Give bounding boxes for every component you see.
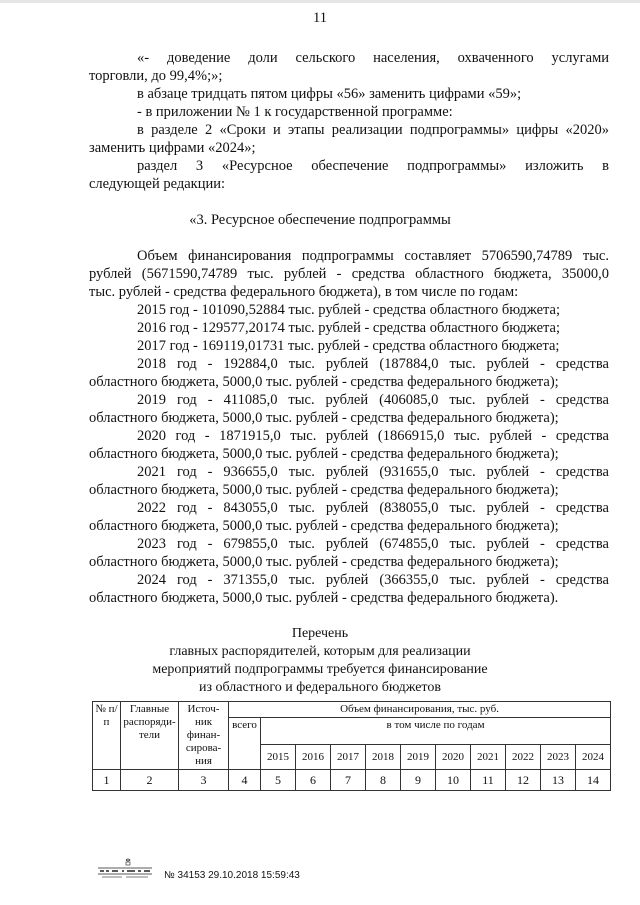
column-number: 6 (296, 770, 331, 791)
header-total: всего (229, 718, 261, 770)
header-year: 2024 (576, 745, 611, 770)
header-year: 2019 (401, 745, 436, 770)
header-by-years: в том числе по годам (261, 718, 611, 745)
funding-line-2021-detail: областного бюджета, 5000,0 тыс. рублей - средства федерального бюджета); (89, 482, 559, 498)
column-number: 11 (471, 770, 506, 791)
body-line-5: в разделе 2 «Сроки и этапы реализации подпрограммы» цифры «2020» (137, 122, 609, 138)
column-number: 8 (366, 770, 401, 791)
list-title-2: главных распорядителей, которым для реализации (169, 644, 471, 659)
funding-line-3: тыс. рублей - средства федерального бюджета), в том числе по годам: (89, 284, 519, 300)
section-title: «3. Ресурсное обеспечение подпрограммы (189, 212, 451, 228)
body-line-3: в абзаце тридцать пятом цифры «56» заменить цифрами «59»; (137, 86, 522, 102)
funding-line-2016: 2016 год - 129577,20174 тыс. рублей - средства областного бюджета; (137, 320, 560, 336)
column-number: 14 (576, 770, 611, 791)
body-line-6: заменить цифрами «2024»; (89, 140, 256, 156)
list-title-1: Перечень (291, 626, 349, 641)
column-number: 2 (121, 770, 179, 791)
funding-line-2024: 2024 год - 371355,0 тыс. рублей (366355,0 тыс. рублей - средства (137, 572, 609, 588)
header-year: 2023 (541, 745, 576, 770)
header-year: 2017 (331, 745, 366, 770)
column-number: 9 (401, 770, 436, 791)
body-line-8: следующей редакции: (89, 176, 226, 192)
column-number: 4 (229, 770, 261, 791)
funding-line-2022-detail: областного бюджета, 5000,0 тыс. рублей - средства федерального бюджета); (89, 518, 559, 534)
funding-line-2021: 2021 год - 936655,0 тыс. рублей (931655,0 тыс. рублей - средства (137, 464, 609, 480)
column-number: 1 (93, 770, 121, 791)
header-num: № п/п (93, 702, 121, 770)
header-managers: Главные распоряди-тели (121, 702, 179, 770)
header-funding: Объем финансирования, тыс. руб. (229, 702, 611, 718)
funding-line-2015: 2015 год - 101090,52884 тыс. рублей - средства областного бюджета; (137, 302, 560, 318)
funding-line-2022: 2022 год - 843055,0 тыс. рублей (838055,0 тыс. рублей - средства (137, 500, 609, 516)
page-number: 11 (313, 10, 327, 26)
funding-line-2: рублей (5671590,74789 тыс. рублей - средства областного бюджета, 35000,0 (89, 266, 609, 282)
header-year: 2015 (261, 745, 296, 770)
page-edge (0, 0, 640, 3)
header-source: Источ-ник финан-сирова-ния (179, 702, 229, 770)
list-title-3: мероприятий подпрограммы требуется финансирование (152, 662, 488, 677)
funding-line-2019: 2019 год - 411085,0 тыс. рублей (406085,0 тыс. рублей - средства (137, 392, 609, 408)
column-number: 12 (506, 770, 541, 791)
column-number: 5 (261, 770, 296, 791)
funding-line-2018: 2018 год - 192884,0 тыс. рублей (187884,0 тыс. рублей - средства (137, 356, 609, 372)
funding-line-2023: 2023 год - 679855,0 тыс. рублей (674855,0 тыс. рублей - средства (137, 536, 609, 552)
funding-line-1: Объем финансирования подпрограммы составляет 5706590,74789 тыс. (137, 248, 609, 264)
footer-doc-mark: № 34153 29.10.2018 15:59:43 (164, 870, 300, 881)
funding-line-2017: 2017 год - 169119,01731 тыс. рублей - средства областного бюджета; (137, 338, 560, 354)
funding-line-2024-detail: областного бюджета, 5000,0 тыс. рублей - средства федерального бюджета). (89, 590, 559, 606)
list-title-4: из областного и федерального бюджетов (199, 680, 441, 695)
funding-line-2023-detail: областного бюджета, 5000,0 тыс. рублей - средства федерального бюджета); (89, 554, 559, 570)
financing-table (92, 701, 611, 791)
column-number: 13 (541, 770, 576, 791)
header-year: 2020 (436, 745, 471, 770)
funding-line-2020: 2020 год - 1871915,0 тыс. рублей (1866915,0 тыс. рублей - средства (137, 428, 609, 444)
column-number: 10 (436, 770, 471, 791)
funding-line-2019-detail: областного бюджета, 5000,0 тыс. рублей - средства федерального бюджета); (89, 410, 559, 426)
body-line-7: раздел 3 «Ресурсное обеспечение подпрограммы» изложить в (137, 158, 609, 174)
registration-stamp-icon (96, 858, 154, 880)
body-line-1: «- доведение доли сельского населения, охваченного услугами (137, 50, 609, 66)
header-year: 2022 (506, 745, 541, 770)
body-line-4: - в приложении № 1 к государственной программе: (137, 104, 453, 120)
funding-line-2018-detail: областного бюджета, 5000,0 тыс. рублей - средства федерального бюджета); (89, 374, 559, 390)
body-line-2: торговли, до 99,4%;»; (89, 68, 223, 84)
funding-line-2020-detail: областного бюджета, 5000,0 тыс. рублей - средства федерального бюджета); (89, 446, 559, 462)
header-year: 2021 (471, 745, 506, 770)
header-year: 2016 (296, 745, 331, 770)
column-number: 3 (179, 770, 229, 791)
column-number: 7 (331, 770, 366, 791)
header-year: 2018 (366, 745, 401, 770)
